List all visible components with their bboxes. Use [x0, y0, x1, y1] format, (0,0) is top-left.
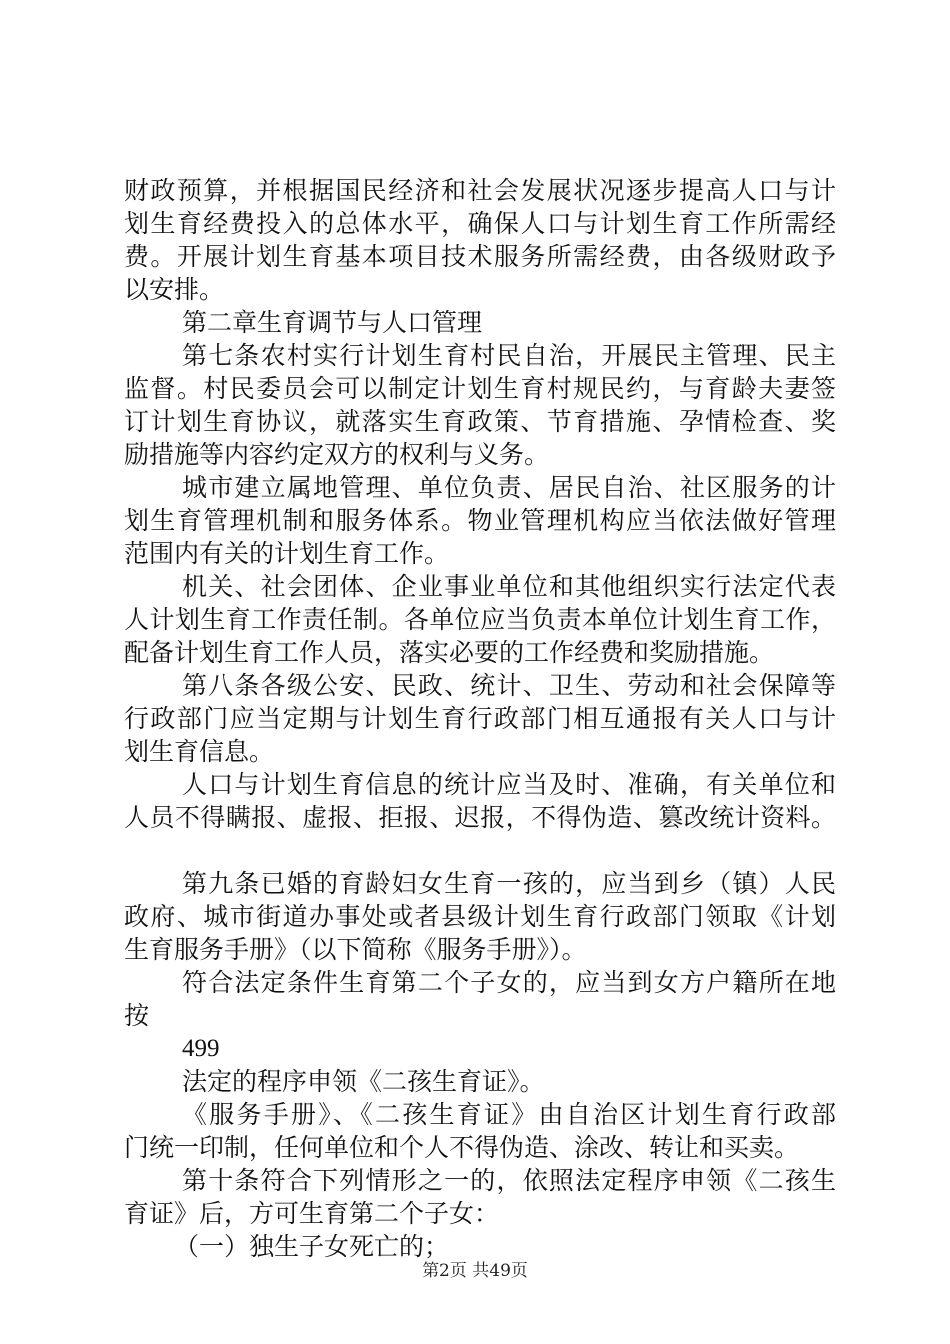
list-item: （一）独生子女死亡的；: [174, 1232, 450, 1261]
text-line: 订计划生育协议，就落实生育政策、节育措施、孕情检查、奖: [124, 407, 836, 436]
text-line: 费。开展计划生育基本项目技术服务所需经费，由各级财政予: [124, 242, 836, 271]
text-line: 监督。村民委员会可以制定计划生育村规民约，与育龄夫妻签: [124, 374, 836, 403]
page-footer: [0, 1256, 950, 1281]
chapter-heading: 第二章生育调节与人口管理: [182, 308, 483, 337]
text-line: 生育服务手册》（以下简称《服务手册》）。: [124, 935, 587, 964]
inline-page-number: 499: [182, 1035, 220, 1062]
text-line: 人口与计划生育信息的统计应当及时、准确，有关单位和: [182, 770, 836, 799]
text-line: 配备计划生育工作人员，落实必要的工作经费和奖励措施。: [124, 638, 775, 667]
document-body: [124, 174, 836, 1263]
text-line: 划生育经费投入的总体水平，确保人口与计划生育工作所需经: [124, 209, 836, 238]
text-line: 人员不得瞒报、虚报、拒报、迟报，不得伪造、篡改统计资料。: [124, 803, 836, 832]
text-line: 符合法定条件生育第二个子女的，应当到女方户籍所在地: [182, 968, 836, 997]
text-line: 行政部门应当定期与计划生育行政部门相互通报有关人口与计: [124, 704, 836, 733]
page-number-label: 第2页 共49页: [422, 1261, 528, 1281]
text-line: 划生育管理机制和服务体系。物业管理机构应当依法做好管理: [124, 506, 836, 535]
text-line: 法定的程序申领《二孩生育证》。: [182, 1067, 545, 1096]
text-line: 城市建立属地管理、单位负责、居民自治、社区服务的计: [182, 473, 836, 502]
text-line: 人计划生育工作责任制。各单位应当负责本单位计划生育工作，: [124, 605, 836, 634]
text-line: 第八条各级公安、民政、统计、卫生、劳动和社会保障等: [182, 671, 836, 700]
text-line: 门统一印制，任何单位和个人不得伪造、涂改、转让和买卖。: [124, 1133, 800, 1162]
text-line: 政府、城市街道办事处或者县级计划生育行政部门领取《计划: [124, 902, 836, 931]
text-line: 励措施等内容约定双方的权利与义务。: [124, 440, 550, 469]
text-line: 划生育信息。: [124, 737, 275, 766]
text-line: 育证》后，方可生育第二个子女：: [124, 1199, 500, 1228]
text-line: 第七条农村实行计划生育村民自治，开展民主管理、民主: [182, 341, 836, 370]
blank-line: [124, 834, 836, 867]
text-line: 《服务手册》、《二孩生育证》由自治区计划生育行政部: [182, 1100, 836, 1129]
text-line: 按: [124, 1001, 150, 1030]
text-line: 机关、社会团体、企业事业单位和其他组织实行法定代表: [182, 572, 836, 601]
text-line: 第九条已婚的育龄妇女生育一孩的，应当到乡（镇）人民: [182, 869, 836, 898]
text-line: 范围内有关的计划生育工作。: [124, 539, 450, 568]
text-line: 第十条符合下列情形之一的，依照法定程序申领《二孩生: [182, 1166, 836, 1195]
text-line: 以安排。: [124, 275, 225, 304]
text-line: 财政预算，并根据国民经济和社会发展状况逐步提高人口与计: [124, 176, 836, 205]
